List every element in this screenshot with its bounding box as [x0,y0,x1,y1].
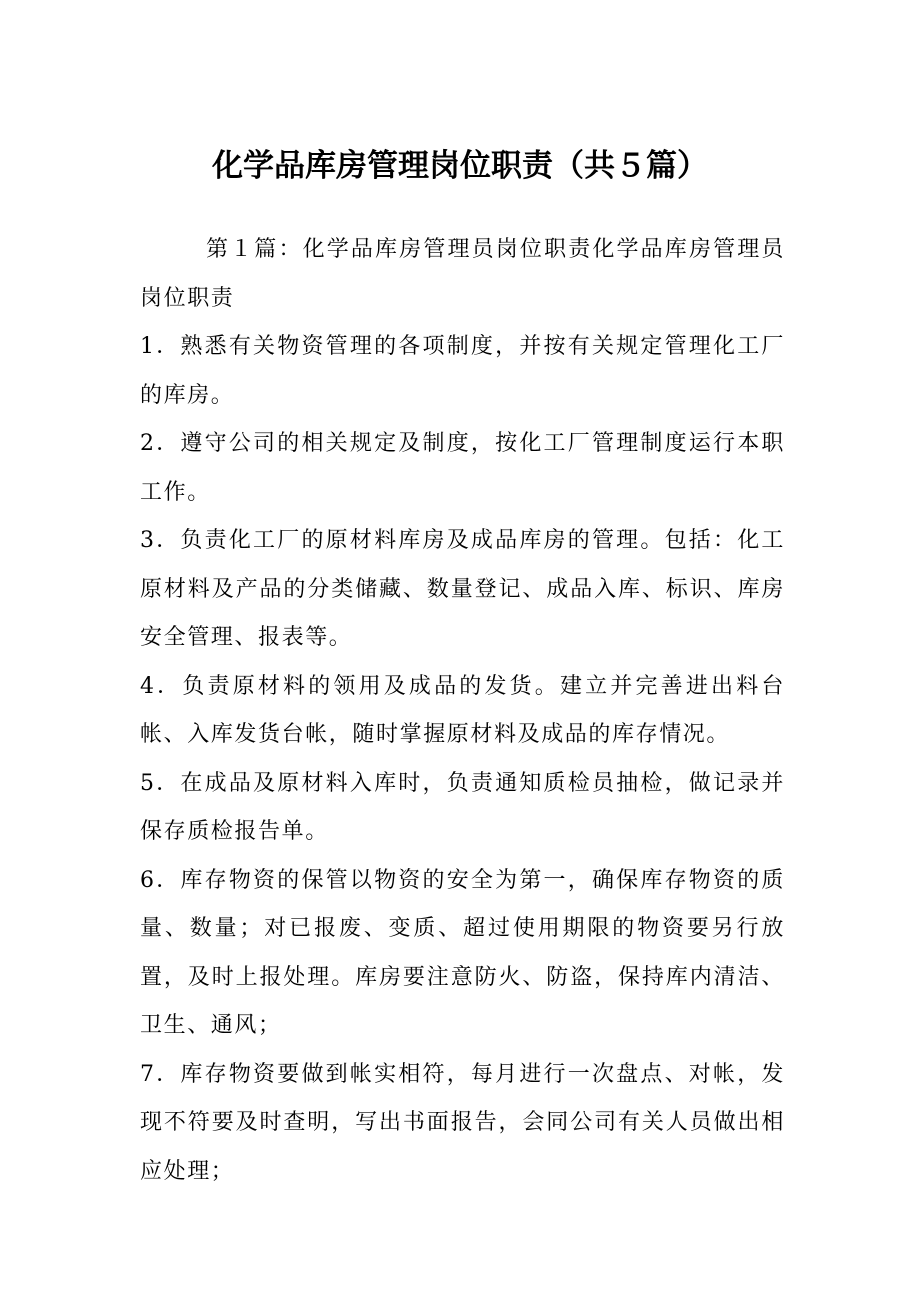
document-title: 化学品库房管理岗位职责（共５篇） [212,148,708,184]
duty-item-5: 5．在成品及原材料入库时，负责通知质检员抽检，做记录并保存质检报告单。 [140,770,785,844]
duty-item-1: 1．熟悉有关物资管理的各项制度，并按有关规定管理化工厂的库房。 [140,334,785,408]
document-body [140,226,785,1196]
duty-item-7: 7．库存物资要做到帐实相符，每月进行一次盘点、对帐，发现不符要及时查明，写出书面报告，会同公司有关人员做出相应处理； [140,1061,785,1184]
duty-item-6: 6．库存物资的保管以物资的安全为第一，确保库存物资的质量、数量；对已报废、变质、超过使用期限的物资要另行放置，及时上报处理。库房要注意防火、防盗，保持库内清洁、卫生、通风； [140,867,785,1038]
duty-item-2: 2．遵守公司的相关规定及制度，按化工厂管理制度运行本职工作。 [140,431,785,505]
section-heading-paragraph: 第１篇：化学品库房管理员岗位职责化学品库房管理员岗位职责 [140,237,785,311]
duty-item-3: 3．负责化工厂的原材料库房及成品库房的管理。包括：化工原材料及产品的分类储藏、数量登记、成品入库、标识、库房安全管理、报表等。 [140,528,785,650]
duty-item-4: 4．负责原材料的领用及成品的发货。建立并完善进出料台帐、入库发货台帐，随时掌握原材料及成品的库存情况。 [140,673,785,747]
